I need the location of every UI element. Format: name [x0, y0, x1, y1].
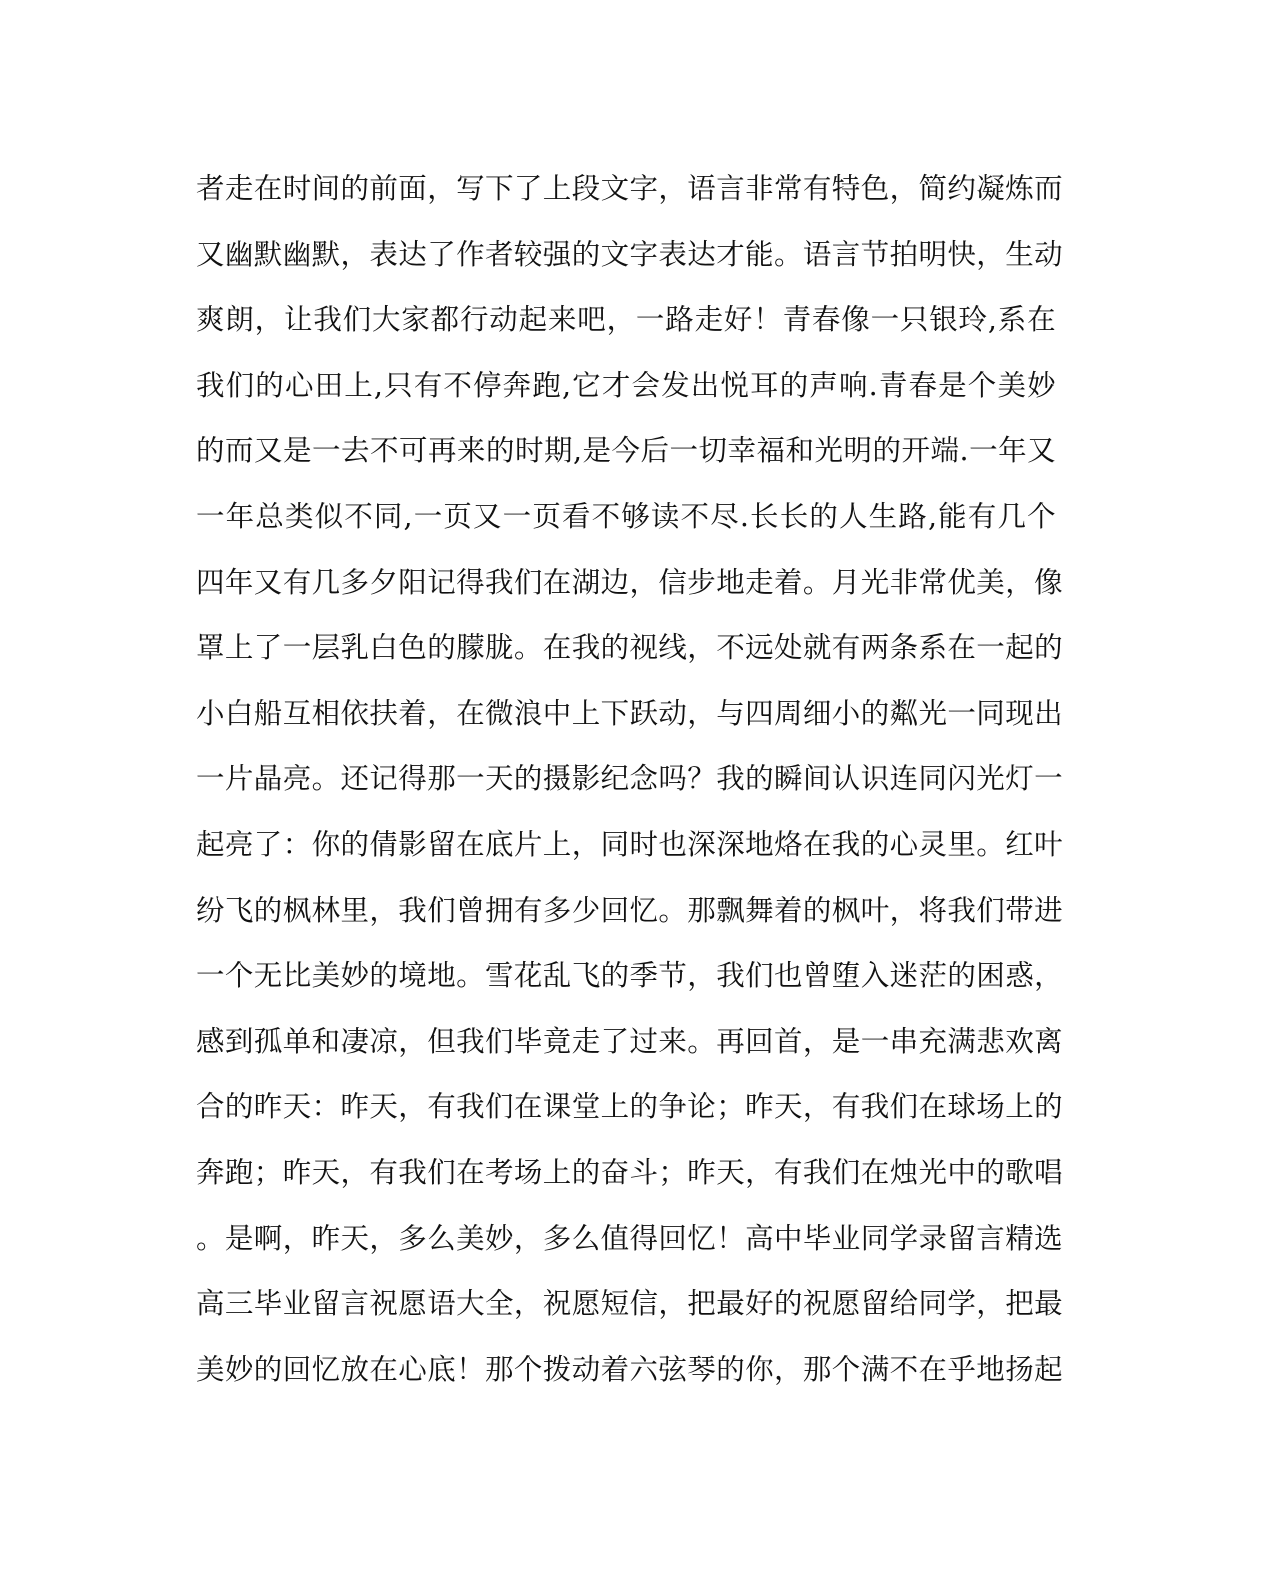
text-line: 一年总类似不同,一页又一页看不够读不尽.长长的人生路,能有几个 — [196, 499, 1056, 533]
text-line: 美妙的回忆放在心底！那个拨动着六弦琴的你，那个满不在乎地扬起 — [196, 1352, 1064, 1386]
text-line: 爽朗，让我们大家都行动起来吧，一路走好！青春像一只银玲,系在 — [196, 303, 1056, 337]
text-line: 我们的心田上,只有不停奔跑,它才会发出悦耳的声响.青春是个美妙 — [196, 368, 1056, 402]
text-line: 纷飞的枫林里，我们曾拥有多少回忆。那飘舞着的枫叶，将我们带进 — [196, 893, 1064, 927]
text-line: 四年又有几多夕阳记得我们在湖边，信步地走着。月光非常优美，像 — [196, 565, 1064, 599]
text-line: 高三毕业留言祝愿语大全，祝愿短信，把最好的祝愿留给同学，把最 — [196, 1287, 1064, 1321]
text-line: 罩上了一层乳白色的朦胧。在我的视线，不远处就有两条系在一起的 — [196, 631, 1064, 665]
text-line: 又幽默幽默，表达了作者较强的文字表达才能。语言节拍明快，生动 — [196, 237, 1064, 271]
text-line: 起亮了：你的倩影留在底片上，同时也深深地烙在我的心灵里。红叶 — [196, 827, 1064, 861]
text-line: 小白船互相依扶着，在微浪中上下跃动，与四周细小的粼光一同现出 — [196, 696, 1064, 730]
text-line: 者走在时间的前面，写下了上段文字，语言非常有特色，简约凝炼而 — [196, 172, 1064, 205]
text-line: 感到孤单和凄凉，但我们毕竟走了过来。再回首，是一串充满悲欢离 — [196, 1024, 1064, 1058]
text-line: 合的昨天：昨天，有我们在课堂上的争论；昨天，有我们在球场上的 — [196, 1090, 1064, 1124]
body-text — [196, 156, 1064, 1402]
text-line: 奔跑；昨天，有我们在考场上的奋斗；昨天，有我们在烛光中的歌唱 — [196, 1155, 1064, 1189]
text-line: 。是啊，昨天，多么美妙，多么值得回忆！高中毕业同学录留言精选 — [196, 1221, 1064, 1255]
text-line: 的而又是一去不可再来的时期,是今后一切幸福和光明的开端.一年又 — [196, 434, 1056, 468]
text-line: 一片晶亮。还记得那一天的摄影纪念吗？我的瞬间认识连同闪光灯一 — [196, 762, 1064, 796]
text-line: 一个无比美妙的境地。雪花乱飞的季节，我们也曾堕入迷茫的困惑， — [196, 959, 1064, 993]
